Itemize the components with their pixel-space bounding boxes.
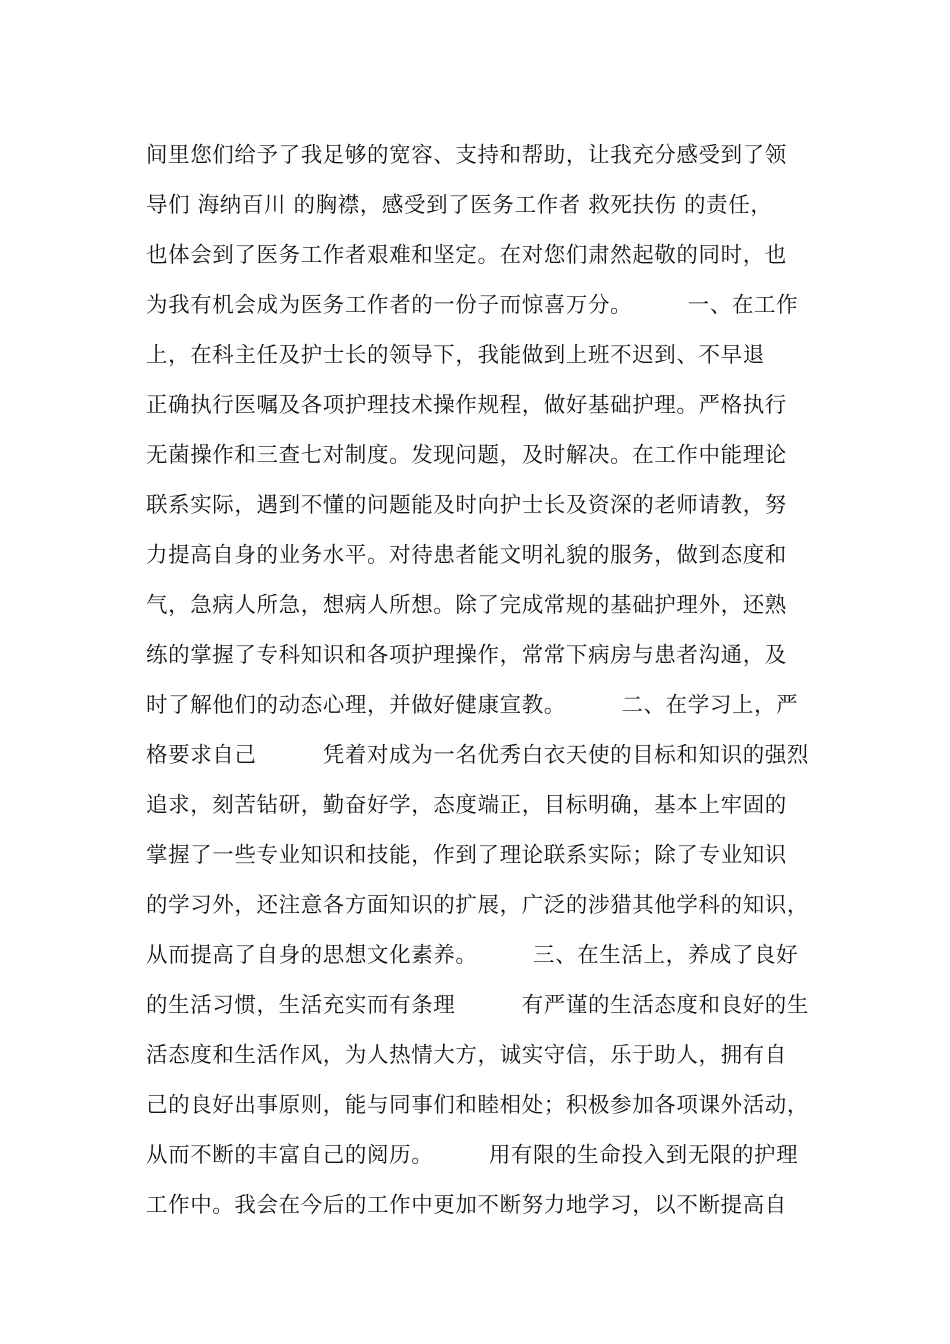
text-line: 练的掌握了专科知识和各项护理操作，常常下病房与患者沟通，及 (146, 643, 787, 668)
text-line: 间里您们给予了我足够的宽容、支持和帮助，让我充分感受到了领 (146, 143, 787, 168)
text-line: 为我有机会成为医务工作者的一份子而惊喜万分。 一、在工作 (146, 293, 799, 318)
text-line: 上，在科主任及护士长的领导下，我能做到上班不迟到、不早退 (146, 343, 765, 368)
body-text (146, 131, 826, 1231)
text-line: 从而不断的丰富自己的阅历。 用有限的生命投入到无限的护理 (146, 1143, 799, 1168)
text-line: 己的良好出事原则，能与同事们和睦相处；积极参加各项课外活动， (146, 1093, 810, 1118)
text-line: 格要求自己 凭着对成为一名优秀白衣天使的目标和知识的强烈 (146, 743, 810, 768)
text-line: 气，急病人所急，想病人所想。除了完成常规的基础护理外，还熟 (146, 593, 787, 618)
text-line: 无菌操作和三查七对制度。发现问题，及时解决。在工作中能理论 (146, 443, 787, 468)
text-line: 导们 海纳百川 的胸襟，感受到了医务工作者 救死扶伤 的责任， (146, 193, 773, 218)
text-line: 从而提高了自身的思想文化素养。 三、在生活上，养成了良好 (146, 943, 799, 968)
text-line: 正确执行医嘱及各项护理技术操作规程，做好基础护理。严格执行 (146, 393, 787, 418)
text-line: 的学习外，还注意各方面知识的扩展，广泛的涉猎其他学科的知识， (146, 893, 810, 918)
text-line: 时了解他们的动态心理，并做好健康宣教。 二、在学习上，严 (146, 693, 799, 718)
text-line: 追求，刻苦钻研，勤奋好学，态度端正，目标明确，基本上牢固的 (146, 793, 787, 818)
text-line: 也体会到了医务工作者艰难和坚定。在对您们肃然起敬的同时，也 (146, 243, 787, 268)
text-line: 联系实际，遇到不懂的问题能及时向护士长及资深的老师请教，努 (146, 493, 787, 518)
text-line: 工作中。我会在今后的工作中更加不断努力地学习，以不断提高自 (146, 1193, 787, 1218)
text-line: 的生活习惯，生活充实而有条理 有严谨的生活态度和良好的生 (146, 993, 810, 1018)
text-line: 活态度和生活作风，为人热情大方，诚实守信，乐于助人，拥有自 (146, 1043, 787, 1068)
text-line: 力提高自身的业务水平。对待患者能文明礼貌的服务，做到态度和 (146, 543, 787, 568)
text-line: 掌握了一些专业知识和技能，作到了理论联系实际；除了专业知识 (146, 843, 787, 868)
